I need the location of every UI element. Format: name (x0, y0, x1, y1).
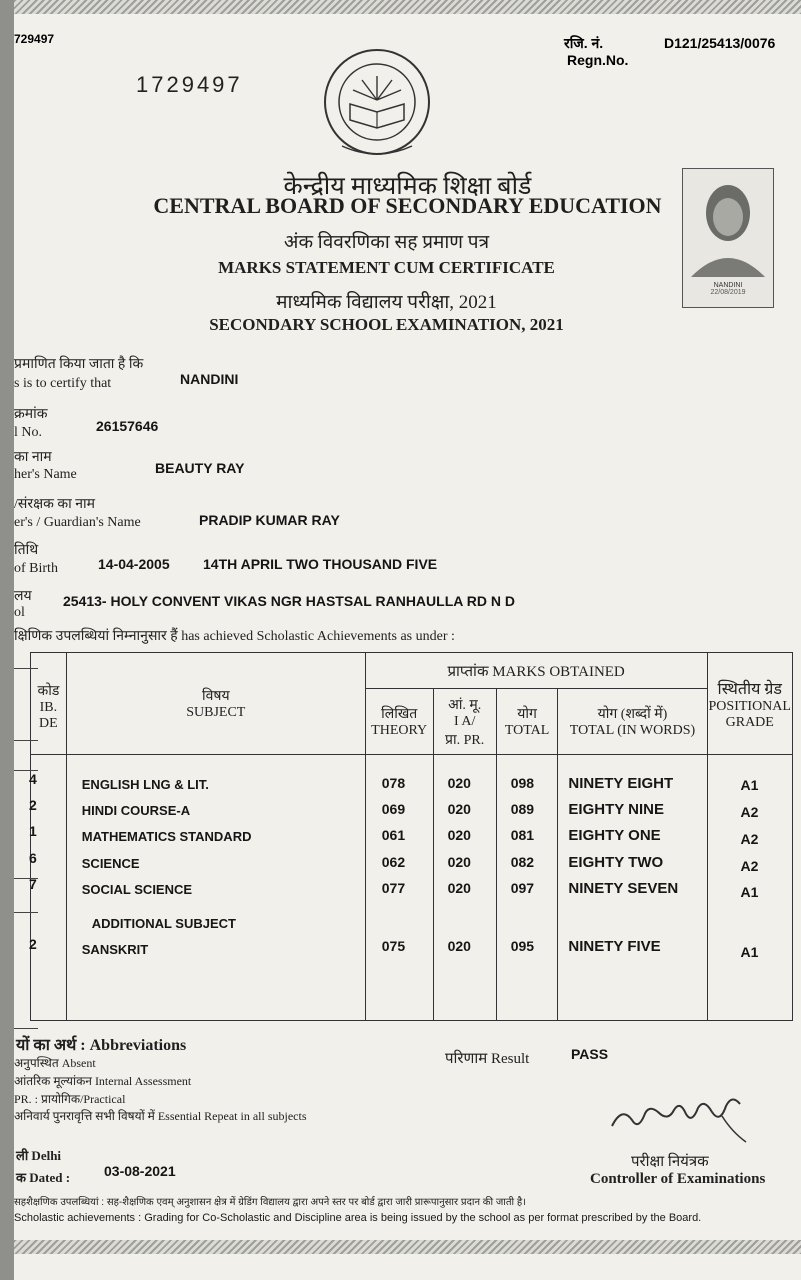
regn-label-hindi: रजि. नं. (564, 35, 604, 51)
subject-header: विषय SUBJECT (66, 653, 365, 755)
ia-6: 020 (447, 938, 471, 954)
co-scholastic-note-hindi: सहशैक्षणिक उपलब्धियां : सह-शैक्षणिक एवम् अनुशासन क्षेत्र में ग्रेडिंग विद्यालय द्वारा अपने स्तर पर बोर्ड द्वारा जारी प्रारूपानुसार प्रदान की जाती है। (14, 1197, 527, 1208)
roll-label-hindi: क्रमांक (14, 407, 48, 422)
internal-header: आं. मू. I A/ प्रा. PR. (433, 689, 496, 755)
words-6: NINETY FIVE (568, 938, 661, 955)
ia-5: 020 (447, 880, 471, 896)
co-scholastic-note: Scholastic achievements : Grading for Co-Scholastic and Discipline area is being issued by the school as per format prescribed by the Board. (14, 1212, 702, 1224)
theory-cell (365, 755, 433, 1021)
words-4: EIGHTY TWO (568, 854, 664, 871)
mother-label: her's Name (14, 467, 77, 482)
words-1: NINETY EIGHT (568, 775, 674, 792)
additional-subject-heading: ADDITIONAL SUBJECT (91, 916, 236, 931)
code-6: 2 (29, 936, 37, 952)
achievement-statement (14, 626, 455, 645)
ia-1: 020 (447, 775, 471, 791)
bottom-border-pattern (14, 1240, 801, 1254)
total-words-cell (558, 755, 707, 1021)
dob-label-hindi: तिथि (14, 543, 39, 558)
internal-cell (433, 755, 496, 1021)
subject-1: ENGLISH LNG & LIT. (81, 777, 209, 792)
school-label: ol (14, 605, 25, 620)
controller-title: Controller of Examinations (590, 1171, 766, 1187)
controller-title-hindi: परीक्षा नियंत्रक (631, 1154, 709, 1170)
theory-header: लिखित THEORY (365, 689, 433, 755)
serial-number: 1729497 (136, 72, 243, 97)
margin-dash (14, 912, 38, 913)
margin-dash (14, 1028, 38, 1029)
marks-obtained-header: प्राप्तांक MARKS OBTAINED (365, 653, 707, 689)
total-4: 082 (510, 854, 535, 870)
code-2: 2 (29, 797, 37, 813)
margin-dash (14, 878, 38, 879)
margin-dash (14, 668, 38, 669)
candidate-name: NANDINI (180, 371, 239, 387)
subject-2: HINDI COURSE-A (81, 803, 191, 818)
board-name: CENTRAL BOARD OF SECONDARY EDUCATION (153, 193, 662, 218)
total-6: 095 (510, 938, 535, 954)
mother-label-hindi: का नाम (14, 450, 52, 465)
total-words-header: योग (शब्दों में) TOTAL (IN WORDS) (558, 689, 707, 755)
abbr-practical: PR. : प्रायोगिक/Practical (14, 1092, 126, 1106)
total-cell (496, 755, 558, 1021)
issue-date: 03-08-2021 (104, 1163, 176, 1179)
certify-label: s is to certify that (14, 376, 112, 391)
grade-5: A1 (740, 884, 759, 900)
regn-label: Regn.No. (567, 52, 629, 68)
theory-6: 075 (381, 938, 406, 954)
abbr-internal: आंतरिक मूल्यांकन Internal Assessment (14, 1074, 192, 1088)
theory-1: 078 (381, 775, 406, 791)
exam-name-hindi: माध्यमिक विद्यालय परीक्षा, 2021 (276, 292, 497, 313)
subject-3: MATHEMATICS STANDARD (81, 829, 252, 844)
roll-number: 26157646 (96, 418, 159, 434)
board-name-hindi: केन्द्रीय माध्यमिक शिक्षा बोर्ड (283, 173, 532, 200)
school-name: 25413- HOLY CONVENT VIKAS NGR HASTSAL RANHAULLA RD N D (63, 593, 515, 609)
cbse-emblem-icon (320, 42, 434, 166)
controller-signature-icon (602, 1086, 762, 1146)
words-3: EIGHTY ONE (568, 827, 661, 844)
theory-4: 062 (381, 854, 406, 870)
code-header: कोड IB. DE (31, 653, 67, 755)
dob-label: of Birth (14, 561, 58, 576)
grade-3: A2 (740, 831, 759, 847)
subject-6: SANSKRIT (81, 942, 149, 957)
code-4: 6 (29, 850, 37, 866)
grade-4: A2 (740, 858, 759, 874)
father-name: PRADIP KUMAR RAY (199, 512, 340, 528)
result-label: परिणाम Result (445, 1051, 530, 1067)
roll-label: l No. (14, 425, 42, 440)
exam-name: SECONDARY SCHOOL EXAMINATION, 2021 (209, 315, 564, 334)
total-header: योग TOTAL (496, 689, 558, 755)
subject-4: SCIENCE (81, 856, 140, 871)
ia-3: 020 (447, 827, 471, 843)
grade-cell (707, 755, 793, 1021)
ia-4: 020 (447, 854, 471, 870)
certify-label-hindi: प्रमाणित किया जाता है कि (14, 357, 144, 372)
dated-label: क Dated : (16, 1170, 71, 1185)
total-3: 081 (510, 827, 535, 843)
grade-6: A1 (740, 944, 759, 960)
margin-dash (14, 740, 38, 741)
corner-serial: 729497 (14, 32, 55, 46)
school-label-hindi: लय (14, 589, 32, 604)
father-label: er's / Guardian's Name (14, 515, 141, 530)
photo-caption-name: NANDINI (713, 282, 743, 289)
subject-cell (66, 755, 365, 1021)
code-cell (31, 755, 67, 1021)
abbr-essential-repeat: अनिवार्य पुनरावृत्ति सभी विषयों में Essential Repeat in all subjects (14, 1109, 307, 1123)
abbreviations-heading: यों का अर्थ : Abbreviations (16, 1037, 187, 1054)
grade-2: A2 (740, 804, 759, 820)
title-hindi: अंक विवरणिका सह प्रमाण पत्र (283, 232, 490, 253)
father-label-hindi: /संरक्षक का नाम (14, 497, 96, 512)
words-2: EIGHTY NINE (568, 801, 664, 818)
code-5: 7 (29, 876, 37, 892)
achievement-statement-english: has achieved Scholastic Achievements as under : (181, 629, 455, 644)
code-1: 4 (29, 771, 37, 787)
subject-5: SOCIAL SCIENCE (81, 882, 193, 897)
code-3: 1 (29, 823, 37, 839)
grade-header: स्थितीय ग्रेड POSITIONAL GRADE (707, 653, 793, 755)
abbr-absent: अनुपस्थित Absent (14, 1056, 96, 1070)
achievement-statement-hindi: क्षिणिक उपलब्धियां निम्नानुसार हैं (14, 629, 178, 644)
total-1: 098 (510, 775, 535, 791)
photo-caption-date: 22/08/2019 (710, 289, 746, 296)
top-border-pattern (14, 0, 801, 14)
place-label: ली Delhi (16, 1148, 62, 1163)
total-5: 097 (510, 880, 535, 896)
words-5: NINETY SEVEN (568, 880, 679, 897)
mother-name: BEAUTY RAY (155, 460, 245, 476)
marks-certificate-page (14, 0, 801, 1280)
regn-number: D121/25413/0076 (664, 35, 776, 51)
ia-2: 020 (447, 801, 471, 817)
marks-table (30, 652, 793, 1021)
dob-figures: 14-04-2005 (98, 556, 170, 572)
result-value: PASS (571, 1046, 609, 1062)
theory-5: 077 (381, 880, 406, 896)
theory-2: 069 (381, 801, 406, 817)
dob-words: 14TH APRIL TWO THOUSAND FIVE (203, 556, 438, 572)
title: MARKS STATEMENT CUM CERTIFICATE (218, 258, 555, 277)
margin-dash (14, 770, 38, 771)
theory-3: 061 (381, 827, 406, 843)
total-2: 089 (510, 801, 535, 817)
grade-1: A1 (740, 777, 759, 793)
